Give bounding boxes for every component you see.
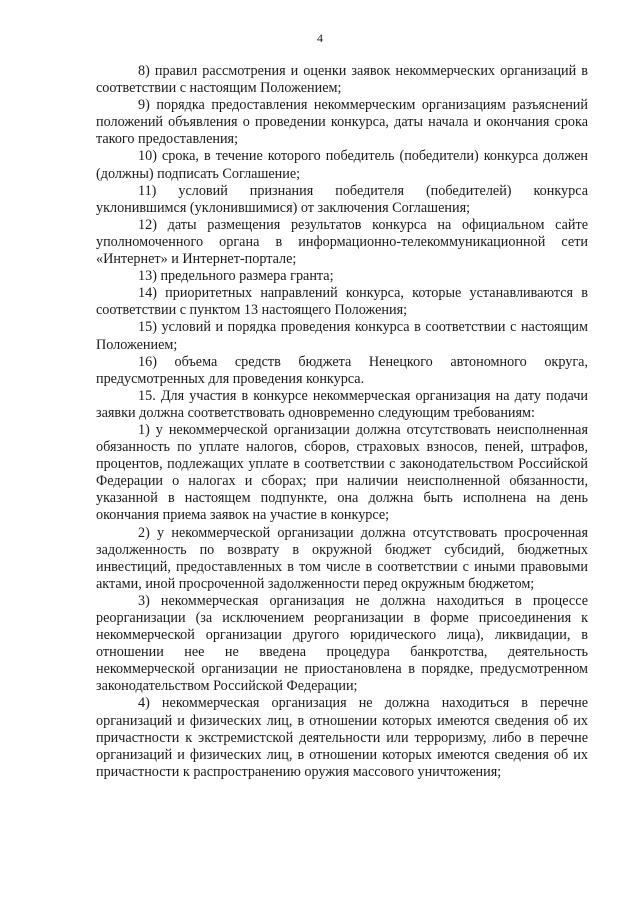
paragraph-item-8: 8) правил рассмотрения и оценки заявок некоммерческих организаций в соответствии с настоящим Положением;: [96, 63, 588, 97]
paragraph-item-11: 11) условий признания победителя (победителей) конкурса уклонившимся (уклонившимися) от заключения Соглашения;: [96, 182, 588, 216]
requirement-item-1: 1) у некоммерческой организации должна отсутствовать неисполненная обязанность по уплате налогов, сборов, страховых взносов, пеней, штрафов, процентов, подлежащих уплате в соответствии с законодательством Российской Федерации о налогах и сборах; при наличии неисполненной обязанности, указанной в настоящем подпункте, она должна быть исполнена на день окончания приема заявок на участие в конкурсе;: [96, 421, 588, 524]
paragraph-item-16: 16) объема средств бюджета Ненецкого автономного округа, предусмотренных для проведения конкурса.: [96, 353, 588, 387]
paragraph-item-12: 12) даты размещения результатов конкурса на официальном сайте уполномоченного органа в информационно-телекоммуникационной сети «Интернет» и Интернет-портале;: [96, 216, 588, 268]
paragraph-item-13: 13) предельного размера гранта;: [138, 268, 334, 285]
paragraph-item-15: 15) условий и порядка проведения конкурса в соответствии с настоящим Положением;: [96, 319, 588, 353]
requirement-item-2: 2) у некоммерческой организации должна отсутствовать просроченная задолженность по возврату в окружной бюджет субсидий, бюджетных инвестиций, предоставленных в том числе в соответствии с иными правовыми актами, иной просроченной задолженности перед окружным бюджетом;: [96, 524, 588, 592]
requirement-item-3: 3) некоммерческая организация не должна находиться в процессе реорганизации (за исключением реорганизации в форме присоединения к некоммерческой организации другого юридического лица), ликвидации, в отношении нее не введена процедура банкротства, деятельность некоммерческой организации не приостановлена в порядке, предусмотренном законодательством Российской Федерации;: [96, 592, 588, 695]
paragraph-item-9: 9) порядка предоставления некоммерческим организациям разъяснений положений объявления о проведении конкурса, даты начала и окончания срока такого предоставления;: [96, 97, 588, 148]
section-15-intro: 15. Для участия в конкурсе некоммерческая организация на дату подачи заявки должна соответствовать одновременно следующим требованиям:: [96, 387, 588, 421]
paragraph-item-10: 10) срока, в течение которого победитель (победители) конкурса должен (должны) подписать Соглашение;: [96, 148, 588, 182]
paragraph-item-14: 14) приоритетных направлений конкурса, которые устанавливаются в соответствии с пунктом 13 настоящего Положения;: [96, 285, 588, 319]
document-body: [96, 63, 588, 781]
page-number: 4: [317, 31, 323, 45]
requirement-item-4: 4) некоммерческая организация не должна находиться в перечне организаций и физических лиц, в отношении которых имеются сведения об их причастности к экстремистской деятельности или терроризму, либо в перечне организаций и физических лиц, в отношении которых имеются сведения об их причастности к распространению оружия массового уничтожения;: [96, 695, 588, 780]
